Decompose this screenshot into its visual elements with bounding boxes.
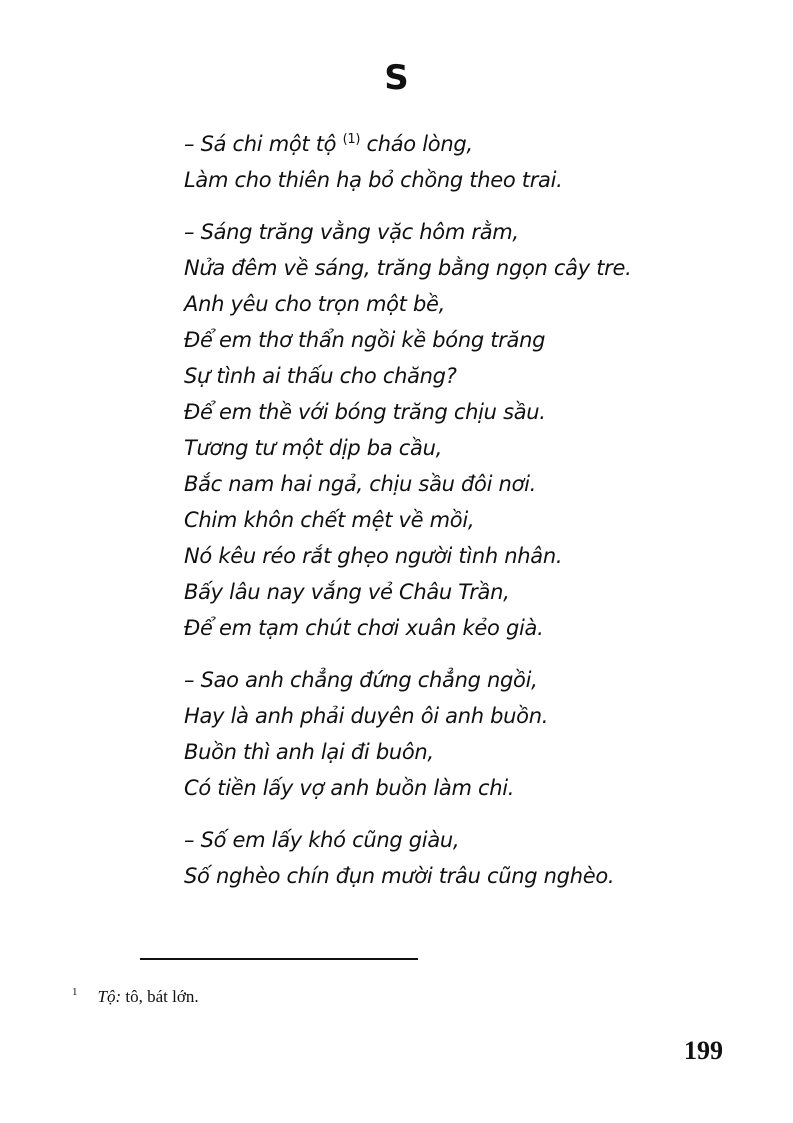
poem-line: Số nghèo chín đụn mười trâu cũng nghèo.: [184, 864, 615, 888]
poem-line: Hay là anh phải duyên ôi anh buồn.: [184, 704, 549, 728]
poem-line: Chim khôn chết mệt về mồi,: [184, 508, 475, 532]
poem-line-text: cháo lòng,: [360, 132, 473, 156]
poem-line: [184, 126, 764, 162]
footnote-reference[interactable]: (1): [342, 132, 361, 147]
stanza: [184, 214, 764, 646]
footnote: [72, 986, 199, 1007]
poem-line-text: – Sá chi một tộ: [184, 132, 343, 156]
footnote-term: Tộ:: [97, 987, 122, 1006]
poem-line: Để em thề với bóng trăng chịu sầu.: [184, 400, 546, 424]
poem-line: Sự tình ai thấu cho chăng?: [184, 364, 457, 388]
page-number: 199: [684, 1036, 723, 1065]
poem-body: [184, 126, 764, 910]
footnote-number: 1: [72, 986, 78, 998]
footnote-text: tô, bát lớn.: [121, 987, 199, 1006]
footnote-divider: [140, 958, 418, 960]
poem-line: Bấy lâu nay vắng vẻ Châu Trần,: [184, 580, 510, 604]
poem-line: Để em tạm chút chơi xuân kẻo già.: [184, 616, 544, 640]
stanza: [184, 662, 764, 806]
stanza: [184, 126, 764, 198]
section-heading: S: [384, 58, 409, 98]
poem-line: Làm cho thiên hạ bỏ chồng theo trai.: [184, 168, 563, 192]
poem-line: – Sáng trăng vằng vặc hôm rằm,: [184, 220, 519, 244]
poem-line: Anh yêu cho trọn một bề,: [184, 292, 446, 316]
stanza: [184, 822, 764, 894]
poem-line: Buồn thì anh lại đi buôn,: [184, 740, 434, 764]
poem-line: Tương tư một dịp ba cầu,: [184, 436, 442, 460]
poem-line: Để em thơ thẩn ngồi kề bóng trăng: [184, 328, 546, 352]
poem-line: – Sao anh chẳng đứng chẳng ngồi,: [184, 668, 538, 692]
poem-line: Có tiền lấy vợ anh buồn làm chi.: [184, 776, 515, 800]
poem-line: Nửa đêm về sáng, trăng bằng ngọn cây tre.: [184, 256, 632, 280]
poem-line: Nó kêu réo rắt ghẹo người tình nhân.: [184, 544, 563, 568]
poem-line: Bắc nam hai ngả, chịu sầu đôi nơi.: [184, 472, 536, 496]
poem-line: – Số em lấy khó cũng giàu,: [184, 828, 460, 852]
